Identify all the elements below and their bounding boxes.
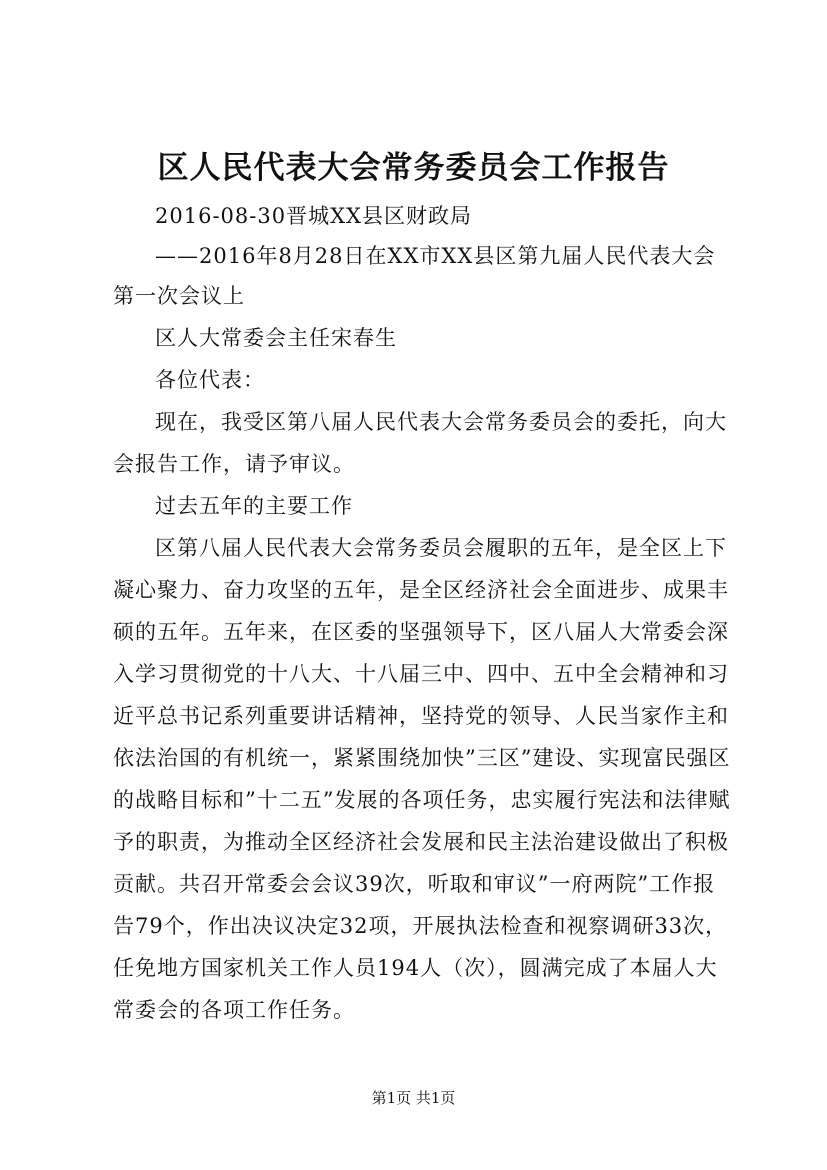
paragraph-line: 近平总书记系列重要讲话精神，坚持党的领导、人民当家作主和 [113,704,729,728]
speaker-line: 区人大常委会主任宋春生 [155,326,397,350]
subtitle-line-1: ——2016年8月28日在XX市XX县区第九届人民代表大会 [155,244,716,268]
paragraph-line: 凝心聚力、奋力攻坚的五年，是全区经济社会全面进步、成果丰 [113,578,729,602]
page-footer: 第1页 共1页 [371,1089,456,1107]
subtitle-line-2: 第一次会议上 [113,284,245,308]
document-title: 区人民代表大会常务委员会工作报告 [157,150,670,186]
section-heading: 过去五年的主要工作 [155,494,353,518]
paragraph-line: 告79个，作出决议决定32项，开展执法检查和视察调研33次， [113,914,728,938]
paragraph-line: 的战略目标和”十二五”发展的各项任务，忠实履行宪法和法律赋 [113,788,731,812]
paragraph-line: 现在，我受区第八届人民代表大会常务委员会的委托，向大 [155,410,727,434]
paragraph-line: 会报告工作，请予审议。 [113,452,355,476]
paragraph-line: 予的职责，为推动全区经济社会发展和民主法治建设做出了积极 [113,830,729,854]
byline-date-source: 2016-08-30晋城XX县区财政局 [155,204,472,228]
paragraph-line: 常委会的各项工作任务。 [113,998,355,1022]
paragraph-line: 贡献。共召开常委会会议39次，听取和审议”一府两院”工作报 [113,872,716,896]
paragraph-line: 任免地方国家机关工作人员194人（次），圆满完成了本届人大 [113,956,718,980]
paragraph-line: 入学习贯彻党的十八大、十八届三中、四中、五中全会精神和习 [113,662,729,686]
paragraph-line: 区第八届人民代表大会常务委员会履职的五年，是全区上下 [155,536,727,560]
paragraph-line: 依法治国的有机统一，紧紧围绕加快”三区”建设、实现富民强区 [113,746,731,770]
salutation: 各位代表： [155,368,265,392]
paragraph-line: 硕的五年。五年来，在区委的坚强领导下，区八届人大常委会深 [113,620,729,644]
